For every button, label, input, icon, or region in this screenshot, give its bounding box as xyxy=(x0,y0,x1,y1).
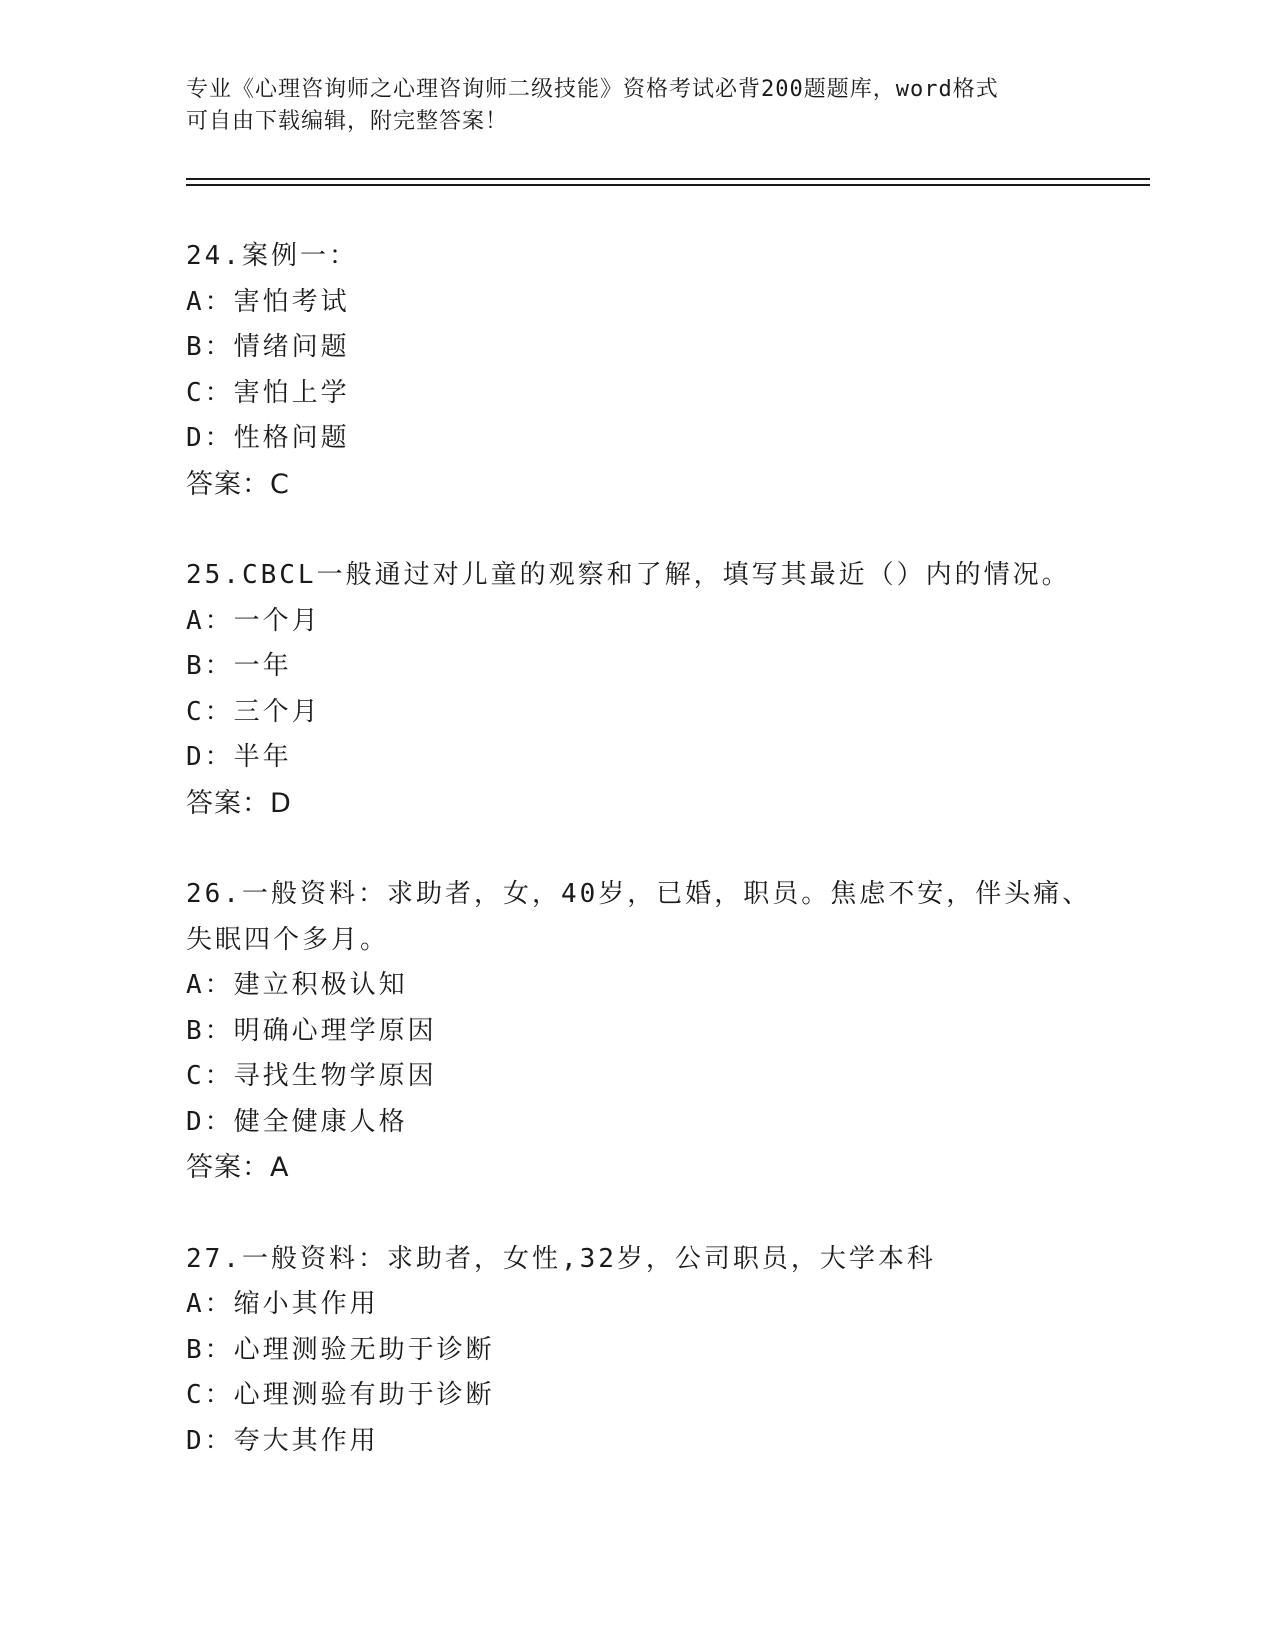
header-line-1: 专业《心理咨询师之心理咨询师二级技能》资格考试必背200题题库，word格式 xyxy=(186,77,999,102)
answer-label: 答案：A xyxy=(186,1152,290,1183)
option-d: D：半年 xyxy=(186,742,292,772)
question-stem: 25.CBCL一般通过对儿童的观察和了解，填写其最近（）内的情况。 xyxy=(186,560,1071,590)
option-d: D：性格问题 xyxy=(186,423,350,453)
header-line-2: 可自由下载编辑，附完整答案！ xyxy=(186,109,509,134)
question-26 xyxy=(186,872,1136,1191)
document-header xyxy=(186,74,1086,138)
header-divider-top xyxy=(186,178,1150,180)
question-stem: 27.一般资料：求助者，女性,32岁，公司职员，大学本科 xyxy=(186,1243,936,1274)
option-d: D：健全健康人格 xyxy=(186,1106,408,1137)
question-stem-line-1: 26.一般资料：求助者，女，40岁，已婚，职员。焦虑不安，伴头痛、 xyxy=(186,879,1092,909)
answer-label: 答案：C xyxy=(186,468,290,500)
option-b: B：明确心理学原因 xyxy=(186,1015,437,1046)
answer-label: 答案：D xyxy=(186,787,292,819)
question-stem: 24.案例一： xyxy=(186,241,358,271)
option-c: C：三个月 xyxy=(186,696,321,727)
option-b: B：一年 xyxy=(186,651,292,681)
option-a: A：一个月 xyxy=(186,605,321,636)
option-a: A：缩小其作用 xyxy=(186,1289,379,1319)
header-divider-bottom xyxy=(186,184,1150,186)
option-c: C：心理测验有助于诊断 xyxy=(186,1380,495,1410)
option-a: A：害怕考试 xyxy=(186,286,350,317)
option-a: A：建立积极认知 xyxy=(186,970,408,1000)
question-list xyxy=(186,234,1136,1510)
option-b: B：情绪问题 xyxy=(186,332,350,362)
question-stem-line-2: 失眠四个多月。 xyxy=(186,924,390,955)
option-c: C：害怕上学 xyxy=(186,377,350,408)
option-b: B：心理测验无助于诊断 xyxy=(186,1334,495,1365)
question-27 xyxy=(186,1237,1136,1465)
question-24 xyxy=(186,234,1136,507)
option-d: D：夸大其作用 xyxy=(186,1425,379,1456)
option-c: C：寻找生物学原因 xyxy=(186,1061,437,1091)
question-25 xyxy=(186,553,1136,826)
